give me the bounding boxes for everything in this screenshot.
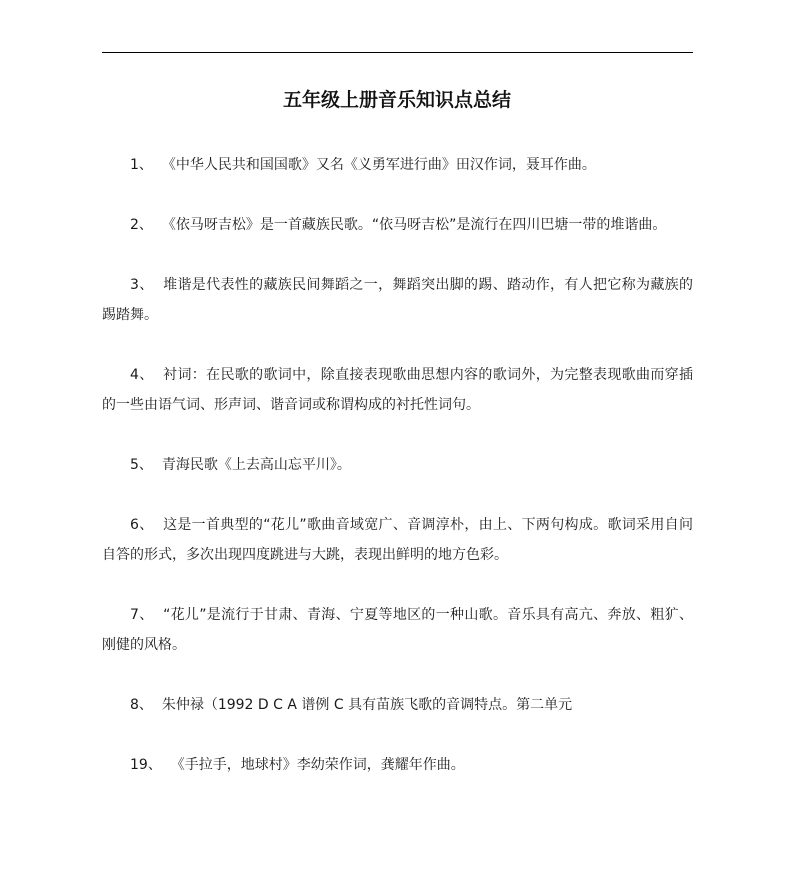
item-number: 3、 <box>130 277 154 293</box>
item-number: 8、 <box>130 697 153 713</box>
list-item <box>102 150 693 180</box>
item-text: 朱仲禄（1992 D C A 谱例 C 具有苗族飞歌的音调特点。第二单元 <box>161 697 573 713</box>
item-text: 《中华人民共和国国歌》又名《义勇军进行曲》田汉作词，聂耳作曲。 <box>161 157 596 173</box>
list-item <box>102 450 693 480</box>
list-item <box>102 210 693 240</box>
item-text: 青海民歌《上去高山忘平川》。 <box>161 457 351 473</box>
list-item <box>102 510 693 570</box>
item-text: 《手拉手，地球村》李幼荣作词，龚耀年作曲。 <box>170 757 465 773</box>
item-number: 6、 <box>130 517 154 533</box>
item-text: 衬词：在民歌的歌词中，除直接表现歌曲思想内容的歌词外，为完整表现歌曲而穿插的一些由语气词、形声词、谐音词或称谓构成的衬托性词句。 <box>102 367 693 413</box>
list-item <box>102 600 693 660</box>
knowledge-point-list <box>102 150 693 810</box>
item-text: 《依马呀吉松》是一首藏族民歌。“依马呀吉松”是流行在四川巴塘一带的堆谐曲。 <box>161 217 667 233</box>
list-item <box>102 270 693 330</box>
item-number: 1、 <box>130 157 153 173</box>
page-title: 五年级上册音乐知识点总结 <box>282 89 511 111</box>
item-text: “花儿”是流行于甘肃、青海、宁夏等地区的一种山歌。音乐具有高亢、奔放、粗犷、刚健的风格。 <box>102 607 693 653</box>
list-item <box>102 690 693 720</box>
item-text: 这是一首典型的“花儿”歌曲音域宽广、音调淳朴，由上、下两句构成。歌词采用自问自答的形式，多次出现四度跳进与大跳，表现出鲜明的地方色彩。 <box>102 517 693 563</box>
item-number: 19、 <box>130 757 162 773</box>
item-text: 堆谐是代表性的藏族民间舞蹈之一，舞蹈突出脚的踢、踏动作，有人把它称为藏族的踢踏舞。 <box>102 277 693 323</box>
item-number: 5、 <box>130 457 153 473</box>
list-item <box>102 360 693 420</box>
header-rule <box>102 52 693 53</box>
list-item <box>102 750 693 780</box>
item-number: 2、 <box>130 217 153 233</box>
item-number: 7、 <box>130 607 154 623</box>
item-number: 4、 <box>130 367 154 383</box>
